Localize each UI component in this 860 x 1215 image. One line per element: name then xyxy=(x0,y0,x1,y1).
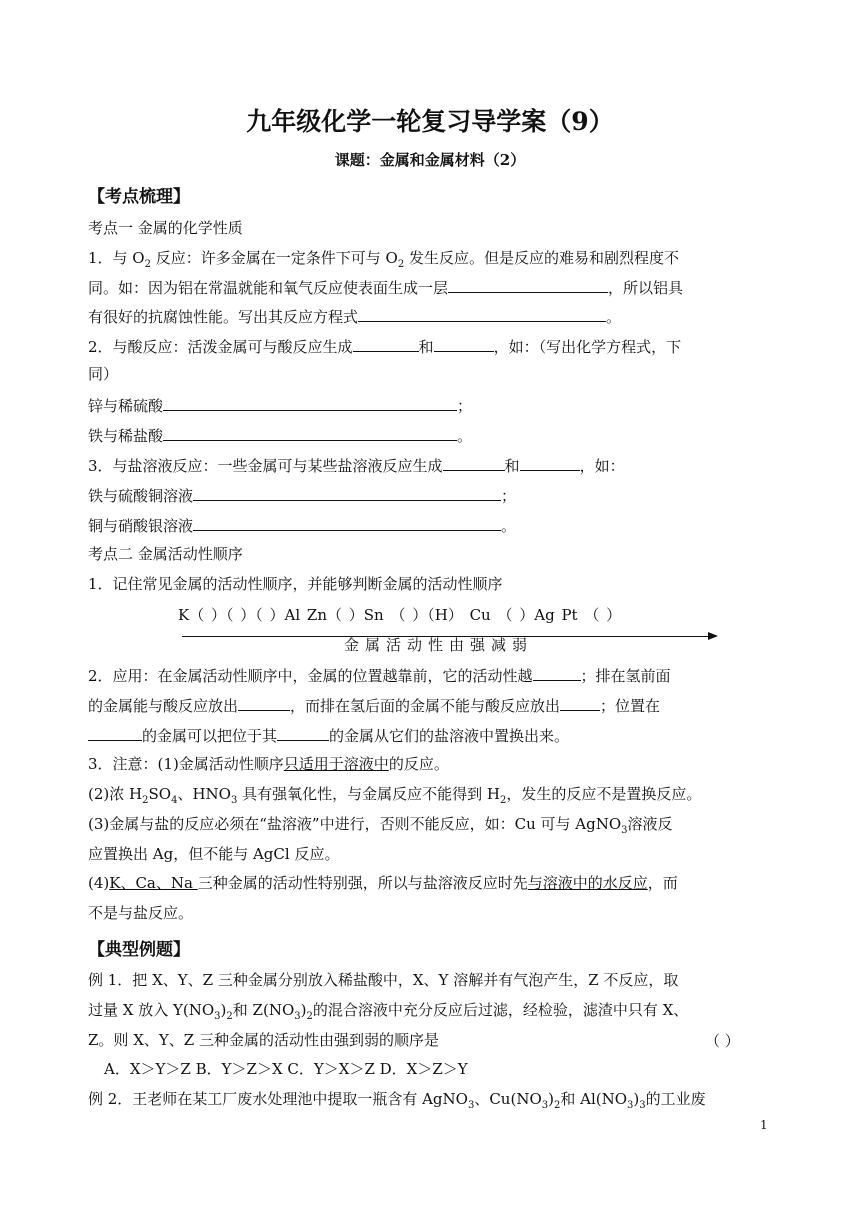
application-line2: 的金属能与酸反应放出 ，而排在氢后面的金属不能与酸反应放出 ；位置在 xyxy=(88,694,660,716)
answer-blank[interactable] xyxy=(163,394,457,411)
paragraph-oxygen-line3: 有很好的抗腐蚀性能。写出其反应方程式 。 xyxy=(88,305,621,327)
copper-silver-nitrate-line: 铜与硝酸银溶液 。 xyxy=(88,514,516,536)
page-number: 1 xyxy=(760,1118,768,1132)
note-line3: (3)金属与盐的反应必须在“盐溶液”中进行，否则不能反应，如：Cu 可与 AgNO$_3$溶液反 xyxy=(88,815,673,836)
paragraph-oxygen-line2: 同。如：因为铝在常温就能和氧气反应使表面生成一层 ，所以铝具 xyxy=(88,276,683,298)
paragraph-oxygen-line1: 1．与 $O_2$ 反应：许多金属在一定条件下可与 $O_2$ 发生反应。但是反应的难易和剧烈程度不 xyxy=(88,249,679,270)
section-heading-examples: 【典型例题】 xyxy=(88,940,190,960)
answer-blank[interactable] xyxy=(448,276,608,293)
iron-hydrochloric-line: 铁与稀盐酸 。 xyxy=(88,424,472,446)
answer-blank[interactable] xyxy=(193,514,501,531)
answer-blank[interactable] xyxy=(163,424,457,441)
note-line6: 不是与盐反应。 xyxy=(88,904,194,922)
example1-options: A．X＞Y＞Z B．Y＞Z＞X C．Y＞X＞Z D．X＞Z＞Y xyxy=(104,1060,468,1078)
application-line1: 2．应用：在金属活动性顺序中，金属的位置越靠前，它的活动性越 ；排在氢前面 xyxy=(88,664,671,686)
answer-blank[interactable] xyxy=(434,335,494,352)
answer-blank[interactable] xyxy=(88,724,142,741)
answer-blank[interactable] xyxy=(560,694,600,711)
application-line3: 的金属可以把位于其 的金属从它们的盐溶液中置换出来。 xyxy=(88,724,569,746)
answer-blank[interactable] xyxy=(193,484,501,501)
note-line1: 3．注意：(1)金属活动性顺序只适用于溶液中的反应。 xyxy=(88,755,449,773)
topic-one-heading: 考点一 金属的化学性质 xyxy=(88,219,243,237)
activity-series-row: K（ ）（ ）（ ）Al Zn（ ）Sn （ ）（H） Cu （ ）Ag Pt （ ） xyxy=(178,606,622,624)
arrow-head-icon xyxy=(708,632,718,640)
page-subtitle: 课题：金属和金属材料（2） xyxy=(334,151,526,169)
answer-blank[interactable] xyxy=(443,454,505,471)
activity-arrow-label: 金属活动性由强减弱 xyxy=(344,636,534,654)
example1-line2: 过量 X 放入 $Y(NO_3)_2$和 $Z(NO_3)_2$的混合溶液中充分反应后过滤，经检验，滤渣中只有 X、 xyxy=(88,1001,689,1022)
example2-line1: 例 2．王老师在某工厂废水处理池中提取一瓶含有 AgNO$_3$、$Cu(NO_3)_2$和 $Al(NO_3)_3$的工业废 xyxy=(88,1090,706,1111)
answer-parentheses[interactable]: （ ） xyxy=(705,1032,740,1050)
answer-blank[interactable] xyxy=(358,305,606,322)
section-heading-review: 【考点梳理】 xyxy=(88,187,190,207)
answer-blank[interactable] xyxy=(520,454,580,471)
answer-blank[interactable] xyxy=(353,335,419,352)
note-line5: (4)K、Ca、Na 三种金属的活动性特别强，所以与盐溶液反应时先与溶液中的水反应，而 xyxy=(88,874,678,892)
note-line2: (2)浓 $H_2SO_4$、$HNO_3$ 具有强氧化性，与金属反应不能得到 $H_2$，发生的反应不是置换反应。 xyxy=(88,785,702,806)
example1-line1: 例 1．把 X、Y、Z 三种金属分别放入稀盐酸中，X、Y 溶解并有气泡产生，Z 不反应，取 xyxy=(88,971,679,989)
activity-series-instruction: 1．记住常见金属的活动性顺序，并能够判断金属的活动性顺序 xyxy=(88,575,503,593)
paragraph-salt-line1: 3．与盐溶液反应：一些金属可与某些盐溶液反应生成 和 ，如： xyxy=(88,454,625,476)
answer-blank[interactable] xyxy=(533,664,581,681)
zinc-sulfuric-line: 锌与稀硫酸 ； xyxy=(88,394,472,416)
answer-blank[interactable] xyxy=(277,724,329,741)
paragraph-acid-line1: 2．与酸反应：活泼金属可与酸反应生成 和 ，如：（写出化学方程式，下 xyxy=(88,335,681,357)
note-line4: 应置换出 Ag，但不能与 AgCl 反应。 xyxy=(88,845,340,863)
topic-two-heading: 考点二 金属活动性顺序 xyxy=(88,545,243,563)
iron-copper-sulfate-line: 铁与硫酸铜溶液 ； xyxy=(88,484,516,506)
example1-line3: Z。则 X、Y、Z 三种金属的活动性由强到弱的顺序是 xyxy=(88,1031,439,1049)
page-title: 九年级化学一轮复习导学案（9） xyxy=(246,107,614,136)
answer-blank[interactable] xyxy=(238,694,290,711)
paragraph-acid-line2: 同） xyxy=(88,365,119,383)
